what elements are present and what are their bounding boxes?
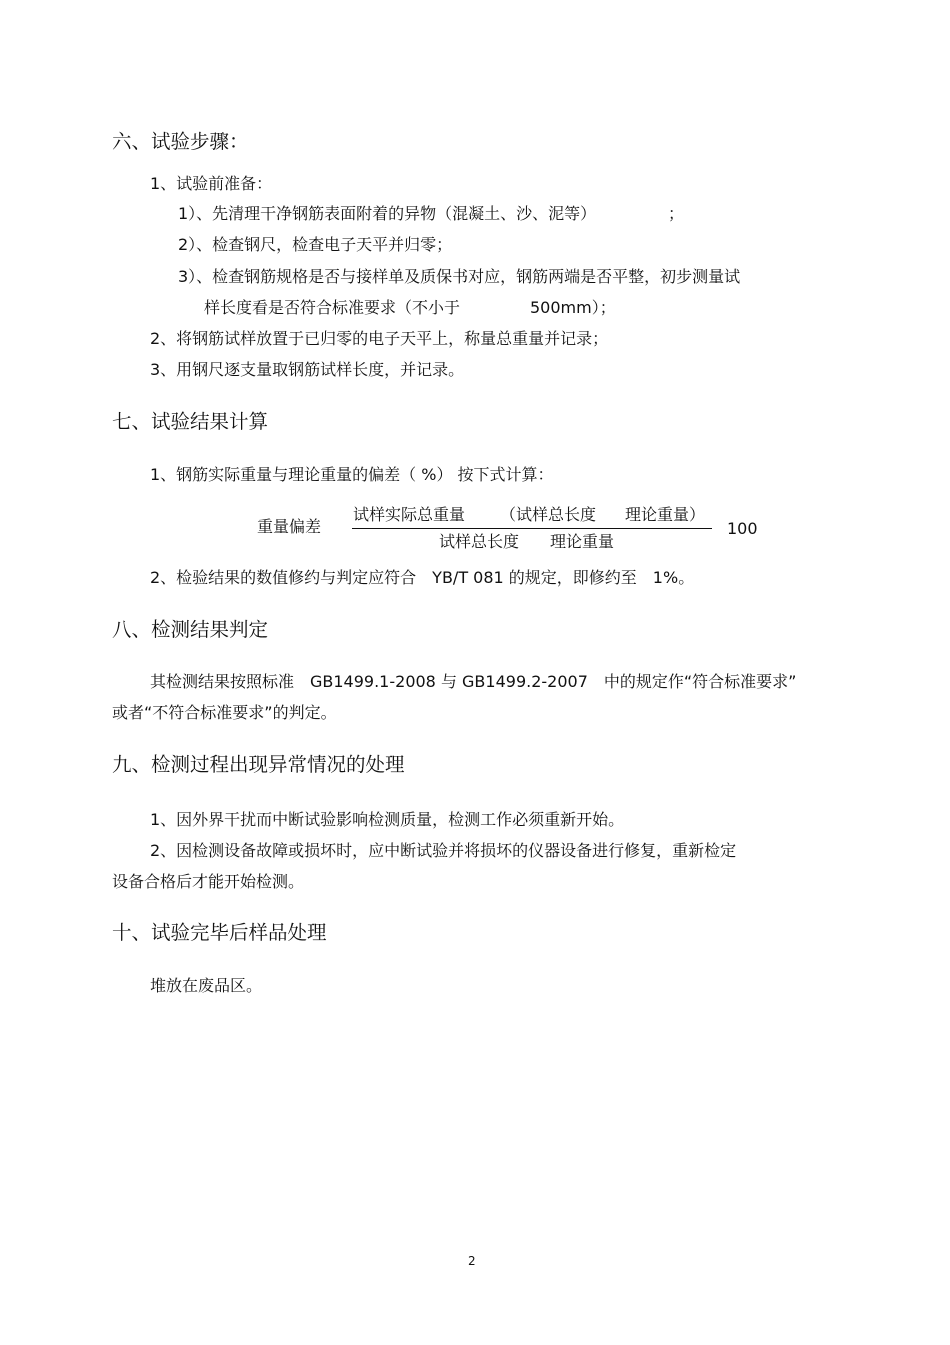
formula-lhs: 重量偏差 xyxy=(257,517,322,536)
judgement-line-2: 或者“不符合标准要求”的判定。 xyxy=(112,703,337,722)
heading-section-9: 九、检测过程出现异常情况的处理 xyxy=(112,753,405,776)
step-2: 2、将钢筋试样放置于已归零的电子天平上，称量总重量并记录； xyxy=(150,329,609,348)
calc-item-2: 2、检验结果的数值修约与判定应符合 YB/T 081 的规定，即修约至 1%。 xyxy=(150,568,695,587)
judgement-line-1: 其检测结果按照标准 GB1499.1-2008 与 GB1499.2-2007 中的规定作“符合标准要求” xyxy=(150,672,797,691)
formula-numerator-a: 试样实际总重量 xyxy=(353,505,466,524)
formula-factor: 100 xyxy=(727,519,758,538)
heading-section-6: 六、试验步骤： xyxy=(112,130,249,153)
formula-numerator-b: （试样总长度 xyxy=(500,505,597,524)
step-3: 3、用钢尺逐支量取钢筋试样长度，并记录。 xyxy=(150,360,465,379)
step-1-3-line2: 样长度看是否符合标准要求（不小于 xyxy=(204,298,461,317)
heading-section-8: 八、检测结果判定 xyxy=(112,618,269,641)
fraction-bar xyxy=(352,528,712,529)
step-1-2: 2）、检查钢尺，检查电子天平并归零； xyxy=(178,235,453,254)
exception-item-2-line2: 设备合格后才能开始检测。 xyxy=(112,872,305,891)
step-1-1: 1）、先清理干净钢筋表面附着的异物（混凝土、沙、泥等） xyxy=(178,204,597,223)
heading-section-7: 七、试验结果计算 xyxy=(112,410,269,433)
formula-denominator-a: 试样总长度 xyxy=(439,532,520,551)
formula-numerator-c: 理论重量） xyxy=(625,505,706,524)
formula-denominator-b: 理论重量 xyxy=(550,532,615,551)
calc-item-1: 1、钢筋实际重量与理论重量的偏差（ %） 按下式计算： xyxy=(150,465,554,484)
page-number: 2 xyxy=(468,1254,476,1268)
step-1-3-value: 500mm）； xyxy=(530,298,616,317)
step-1-3-line1: 3）、检查钢筋规格是否与接样单及质保书对应，钢筋两端是否平整，初步测量试 xyxy=(178,267,741,286)
exception-item-1: 1、因外界干扰而中断试验影响检测质量，检测工作必须重新开始。 xyxy=(150,810,625,829)
heading-section-10: 十、试验完毕后样品处理 xyxy=(112,921,327,944)
sample-disposal: 堆放在废品区。 xyxy=(150,976,263,995)
exception-item-2-line1: 2、因检测设备故障或损坏时，应中断试验并将损坏的仪器设备进行修复，重新检定 xyxy=(150,841,737,860)
step-1-1-tail: ； xyxy=(668,204,685,223)
step-1: 1、试验前准备： xyxy=(150,174,273,193)
